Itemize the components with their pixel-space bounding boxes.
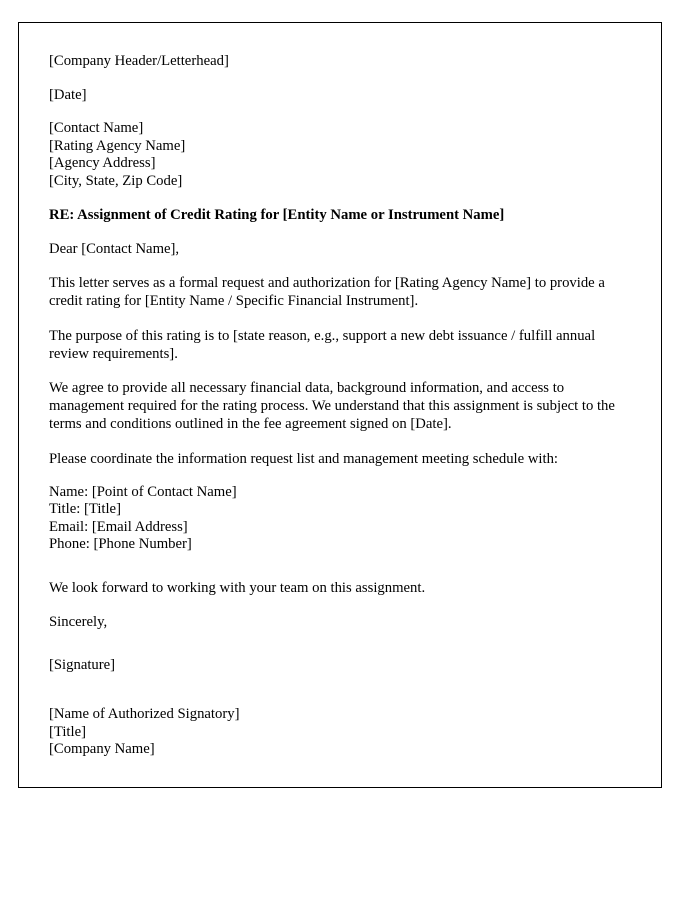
body-paragraph-4: Please coordinate the information request list and management meeting schedule with:	[49, 450, 559, 467]
contact-title-line: Title: [Title]	[49, 501, 121, 518]
contact-email-line: Email: [Email Address]	[49, 518, 188, 535]
letter-frame	[18, 22, 662, 788]
letter-body	[19, 23, 661, 779]
salutation: Dear [Contact Name],	[49, 241, 180, 257]
recipient-city-state-zip: [City, State, Zip Code]	[49, 172, 183, 189]
recipient-contact-name: [Contact Name]	[49, 120, 144, 136]
point-of-contact-block	[49, 484, 631, 554]
contact-phone-line: Phone: [Phone Number]	[49, 536, 192, 553]
recipient-agency-address: [Agency Address]	[49, 155, 156, 171]
subject-line: RE: Assignment of Credit Rating for [Entity Name or Instrument Name]	[49, 207, 505, 223]
body-paragraph-2: The purpose of this rating is to [state reason, e.g., support a new debt issuance / fulfill annual review requirements].	[49, 327, 596, 362]
closing-line: We look forward to working with your team on this assignment.	[49, 579, 426, 596]
contact-name-line: Name: [Point of Contact Name]	[49, 483, 237, 500]
company-letterhead-placeholder: [Company Header/Letterhead]	[49, 53, 229, 69]
recipient-agency-name: [Rating Agency Name]	[49, 137, 186, 154]
signatory-name: [Name of Authorized Signatory]	[49, 706, 240, 723]
date-placeholder: [Date]	[49, 86, 87, 103]
signatory-company: [Company Name]	[49, 741, 155, 758]
spacer-signature	[49, 647, 631, 656]
sign-off: Sincerely,	[49, 614, 108, 631]
body-paragraph-1: This letter serves as a formal request and authorization for [Rating Agency Name] to provide a credit rating for [Entity Name / Specific Financial Instrument].	[49, 275, 605, 310]
signatory-block	[49, 706, 631, 759]
recipient-address-block	[49, 120, 631, 190]
signatory-title: [Title]	[49, 723, 86, 740]
body-paragraph-3: We agree to provide all necessary financial data, background information, and access to management required for the rating process. We understand that this assignment is subject to the terms and conditions outlined in the fee agreement signed on [Date].	[49, 380, 615, 433]
signature-placeholder: [Signature]	[49, 657, 116, 674]
spacer-signature-block	[49, 690, 631, 706]
spacer	[49, 570, 631, 579]
